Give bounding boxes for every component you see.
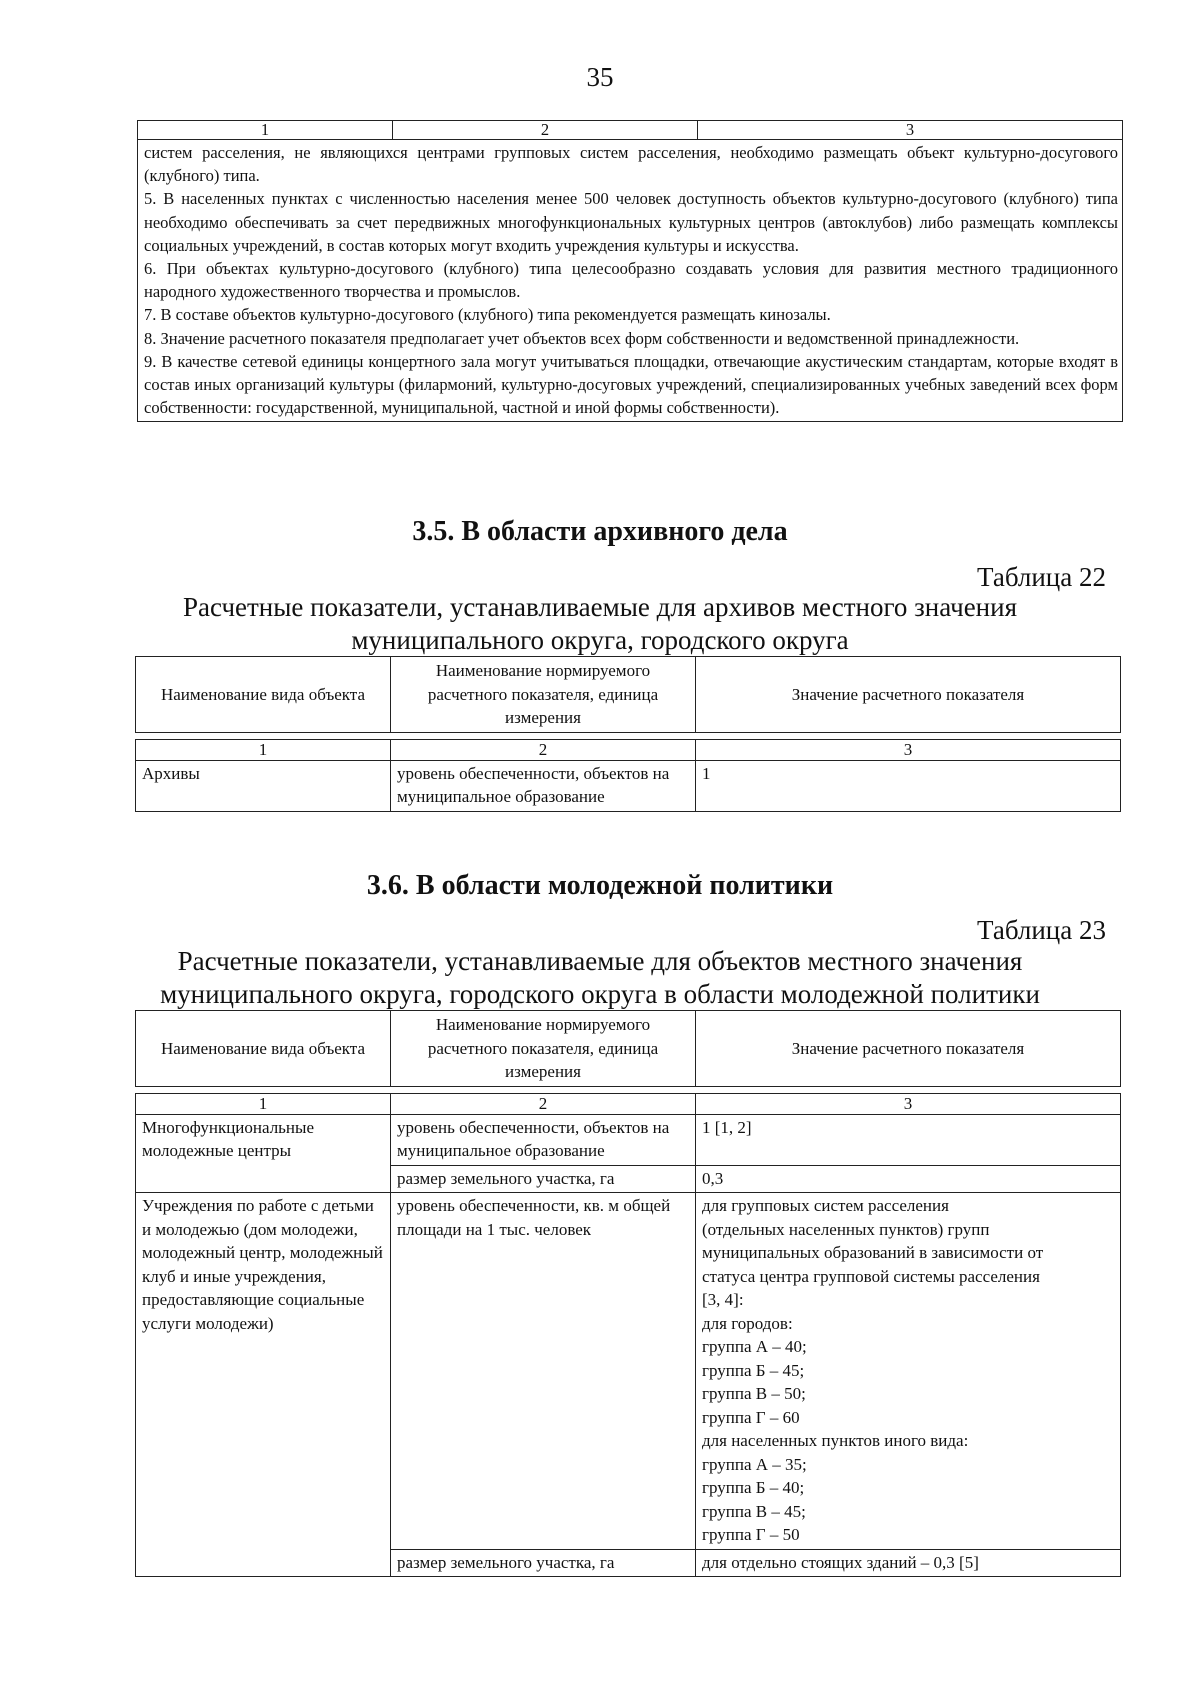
- notes-cell: [138, 140, 1123, 422]
- note-paragraph: 6. При объектах культурно-досугового (клубного) типа целесообразно создавать условия для развития местного традиционного народного художественного творчества и промыслов.: [144, 259, 1118, 302]
- table-22: [135, 656, 1121, 812]
- table-caption-23-line2: муниципального округа, городского округа в области молодежной политики: [160, 979, 1040, 1009]
- table-caption-22-line2: муниципального округа, городского округа: [351, 625, 849, 655]
- indicator: уровень обеспеченности, кв. м общей площади на 1 тыс. человек: [391, 1193, 696, 1550]
- table-23: [135, 1010, 1121, 1577]
- table-row: [136, 1193, 1121, 1550]
- header-object-name: Наименование вида объекта: [136, 657, 391, 733]
- col-number-3: 3: [698, 121, 1123, 140]
- table-label-23: Таблица 23: [977, 915, 1106, 945]
- indicator: размер земельного участка, га: [391, 1549, 696, 1577]
- value-line: для групповых систем расселения: [702, 1196, 949, 1215]
- col-number-2: 2: [393, 121, 698, 140]
- value-line: для населенных пунктов иного вида:: [702, 1431, 969, 1450]
- col-number-1: 1: [138, 121, 393, 140]
- header-object-name: Наименование вида объекта: [136, 1011, 391, 1087]
- col-number-3: 3: [696, 1093, 1121, 1114]
- note-paragraph: систем расселения, не являющихся центрами групповых систем расселения, необходимо размещать объект культурно-досугового (клубного) типа.: [144, 143, 1118, 186]
- value-line: [3, 4]:: [702, 1290, 744, 1309]
- value-line: группа В – 50;: [702, 1384, 806, 1403]
- value-line: группа А – 40;: [702, 1337, 807, 1356]
- value: 1: [696, 760, 1121, 811]
- value-line: группа А – 35;: [702, 1454, 807, 1474]
- section-heading-youth-policy: 3.6. В области молодежной политики: [366, 870, 834, 901]
- col-number-1: 1: [136, 1093, 391, 1114]
- header-indicator: Наименование нормируемого расчетного показателя, единица измерения: [391, 1011, 696, 1087]
- object-name: Архивы: [136, 760, 391, 811]
- value-line: группа Г – 60: [702, 1407, 800, 1427]
- value: 0,3: [696, 1165, 1121, 1193]
- header-indicator: Наименование нормируемого расчетного показателя, единица измерения: [391, 657, 696, 733]
- note-paragraph: 9. В качестве сетевой единицы концертного зала могут учитываться площадки, отвечающие акустическим стандартам, которые входят в состав иных организаций культуры (филармоний, культурно-досуговых учреждений, специализированных учебных заведений всех форм собственности: государственной, муниципальной, частной и иной формы собственности).: [144, 351, 1118, 418]
- continuation-table: [137, 120, 1123, 422]
- table-caption-22-line1: Расчетные показатели, устанавливаемые для архивов местного значения: [183, 592, 1017, 622]
- value-line: группа Г – 50: [702, 1525, 800, 1544]
- indicator: уровень обеспеченности, объектов на муниципальное образование: [391, 760, 696, 811]
- table-label-22: Таблица 22: [977, 562, 1106, 592]
- value-line: для городов:: [702, 1313, 793, 1333]
- table-caption-23-line1: Расчетные показатели, устанавливаемые для объектов местного значения: [177, 946, 1023, 976]
- indicator: уровень обеспеченности, объектов на муниципальное образование: [391, 1114, 696, 1165]
- value-line: группа Б – 40;: [702, 1478, 805, 1497]
- value: [696, 1193, 1121, 1550]
- note-paragraph: 8. Значение расчетного показателя предполагает учет объектов всех форм собственности и ведомственной принадлежности.: [144, 328, 1020, 348]
- col-number-2: 2: [391, 1093, 696, 1114]
- object-name: Учреждения по работе с детьми и молодежью (дом молодежи, молодежный центр, молодежный клуб и иные учреждения, предоставляющие социальные услуги молодежи): [136, 1193, 391, 1577]
- object-name: Многофункциональные молодежные центры: [136, 1114, 391, 1193]
- col-number-3: 3: [696, 739, 1121, 760]
- value-line: (отдельных населенных пунктов) групп: [702, 1219, 990, 1239]
- table-row: [136, 1114, 1121, 1165]
- header-value: Значение расчетного показателя: [696, 657, 1121, 733]
- value-line: муниципальных образований в зависимости от: [702, 1243, 1044, 1262]
- header-value: Значение расчетного показателя: [696, 1011, 1121, 1087]
- page-number: 35: [586, 62, 614, 92]
- note-paragraph: 7. В составе объектов культурно-досугового (клубного) типа рекомендуется размещать кинозалы.: [144, 305, 831, 325]
- col-number-1: 1: [136, 739, 391, 760]
- col-number-2: 2: [391, 739, 696, 760]
- table-row: [136, 760, 1121, 811]
- indicator: размер земельного участка, га: [391, 1165, 696, 1193]
- note-paragraph: 5. В населенных пунктах с численностью населения менее 500 человек доступность объектов культурно-досугового (клубного) типа необходимо обеспечивать за счет передвижных многофункциональных культурных центров (автоклубов) либо размещать комплексы социальных учреждений, в состав которых могут входить учреждения культуры и искусства.: [144, 189, 1118, 255]
- value: 1 [1, 2]: [696, 1114, 1121, 1165]
- section-heading-archives: 3.5. В области архивного дела: [412, 516, 788, 547]
- value-line: группа В – 45;: [702, 1501, 806, 1521]
- value-line: группа Б – 45;: [702, 1360, 805, 1380]
- value-line: статуса центра групповой системы расселения: [702, 1266, 1040, 1286]
- value: для отдельно стоящих зданий – 0,3 [5]: [696, 1549, 1121, 1577]
